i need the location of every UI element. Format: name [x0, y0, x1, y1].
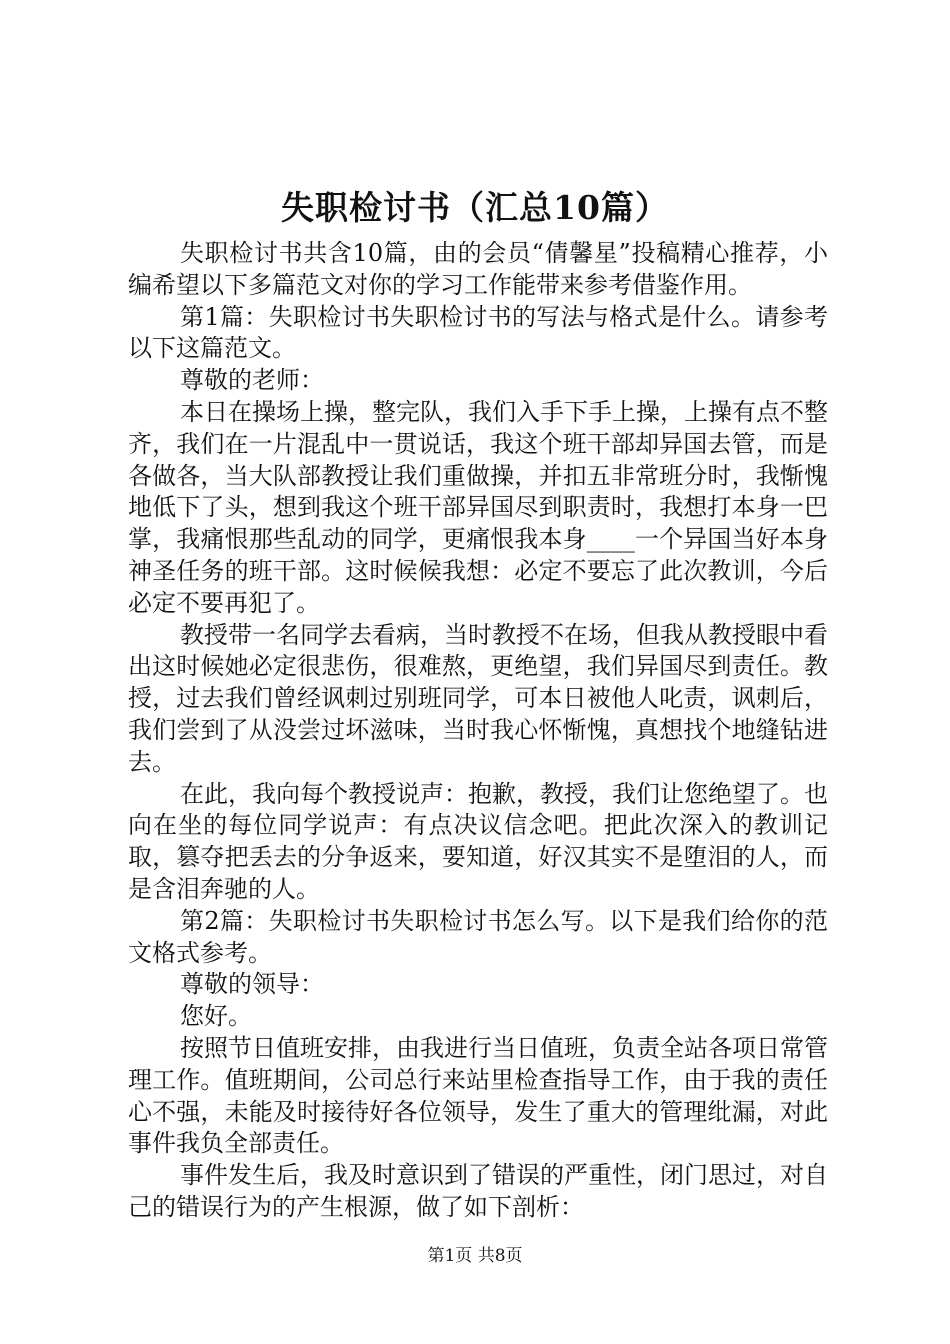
paragraph: 教授带一名同学去看病，当时教授不在场，但我从教授眼中看出这时候她必定很悲伤，很难熬，更绝望，我们异国尽到责任。教授，过去我们曾经讽刺过别班同学，可本日被他人叱责，讽刺后，我们尝到了从没尝过坏滋味，当时我心怀惭愧，真想找个地缝钻进去。 [128, 620, 828, 776]
paragraph: 在此，我向每个教授说声：抱歉，教授，我们让您绝望了。也向在坐的每位同学说声：有点决议信念吧。把此次深入的教训记取，篡夺把丢去的分争返来，要知道，好汉其实不是堕泪的人，而是含泪奔驰的人。 [128, 779, 828, 903]
paragraph-article-1-heading: 第1篇：失职检讨书失职检讨书的写法与格式是什么。请参考以下这篇范文。 [128, 302, 828, 363]
page-number-footer: 第1页 共8页 [427, 1246, 523, 1266]
paragraph: 事件发生后，我及时意识到了错误的严重性，闭门思过，对自己的错误行为的产生根源，做了如下剖析： [128, 1161, 828, 1221]
paragraph-article-2-heading: 第2篇：失职检讨书失职检讨书怎么写。以下是我们给你的范文格式参考。 [128, 906, 828, 967]
page-title: 失职检讨书（汇总10篇） [281, 188, 669, 227]
paragraph-salutation-teacher: 尊敬的老师： [180, 366, 324, 395]
paragraph: 本日在操场上操，整完队，我们入手下手上操，上操有点不整齐，我们在一片混乱中一贯说话，我这个班干部却异国去管，而是各做各，当大队部教授让我们重做操，并扣五非常班分时，我惭愧地低下了头，想到我这个班干部异国尽到职责时，我想打本身一巴掌，我痛恨那些乱动的同学，更痛恨我本身____一个异国当好本身神圣任务的班干部。这时候候我想：必定不要忘了此次教训，今后必定不要再犯了。 [128, 397, 828, 617]
paragraph-greeting: 您好。 [180, 1002, 252, 1031]
document-body [128, 238, 828, 1224]
paragraph-intro: 失职检讨书共含10篇，由的会员“倩馨星”投稿精心推荐，小编希望以下多篇范文对你的学习工作能带来参考借鉴作用。 [128, 239, 828, 299]
paragraph-salutation-leader: 尊敬的领导： [180, 970, 324, 999]
paragraph: 按照节日值班安排，由我进行当日值班，负责全站各项日常管理工作。值班期间，公司总行来站里检查指导工作，由于我的责任心不强，未能及时接待好各位领导，发生了重大的管理纰漏，对此事件我负全部责任。 [128, 1033, 828, 1158]
